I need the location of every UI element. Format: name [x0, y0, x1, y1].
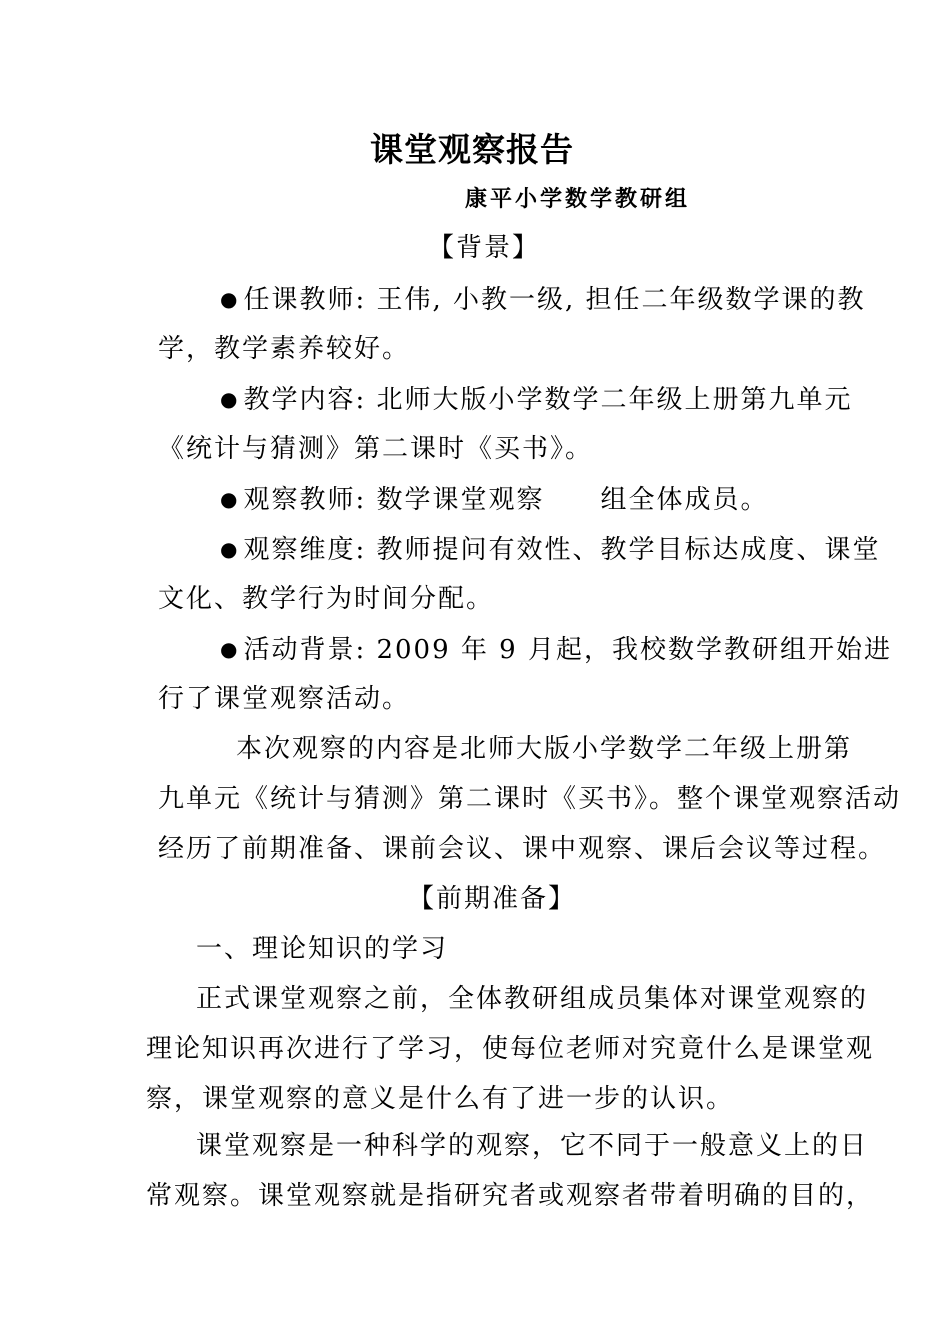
bullet-item: [220, 383, 852, 416]
bullet-continuation: 《统计与猜测》第二课时《买书》。: [158, 434, 594, 464]
paragraph-line: 本次观察的内容是北师大版小学数学二年级上册第: [236, 734, 853, 764]
section-heading-background: 【背景】: [428, 233, 541, 263]
bullet-item: [220, 633, 892, 666]
paragraph-line: 九单元《统计与猜测》第二课时《买书》。整个课堂观察活动: [158, 784, 902, 814]
bullet-text: 任课教师: 王伟, 小教一级, 担任二年级数学课的教: [243, 285, 866, 315]
bullet-text: 教学内容: 北师大版小学数学二年级上册第九单元: [243, 385, 853, 415]
bullet-icon: ●: [220, 537, 240, 561]
bullet-item: [220, 533, 880, 566]
bullet-item: [220, 483, 768, 516]
bullet-text: 活动背景: 2009 年 9 月起，我校数学教研组开始进: [243, 635, 892, 665]
paragraph-line: 课堂观察是一种科学的观察，它不同于一般意义上的日: [196, 1131, 869, 1161]
bullet-item: [220, 283, 866, 316]
bullet-icon: ●: [220, 287, 240, 311]
page-subtitle: 康平小学数学教研组: [465, 187, 691, 212]
bullet-text: 观察维度: 教师提问有效性、教学目标达成度、课堂: [243, 535, 881, 565]
paragraph-line: 常观察。课堂观察就是指研究者或观察者带着明确的目的，: [146, 1181, 875, 1211]
bullet-icon: ●: [220, 387, 240, 411]
bullet-icon: ●: [220, 487, 240, 511]
paragraph-line: 正式课堂观察之前，全体教研组成员集体对课堂观察的: [196, 984, 869, 1014]
page-title: 课堂观察报告: [370, 130, 574, 169]
section-heading-prep: 【前期准备】: [408, 884, 577, 914]
bullet-continuation: 学，教学素养较好。: [158, 334, 411, 364]
bullet-text: 观察教师: 数学课堂观察 组全体成员。: [243, 485, 769, 515]
bullet-icon: ●: [220, 637, 240, 661]
bullet-continuation: 文化、教学行为时间分配。: [158, 584, 495, 614]
paragraph-line: 经历了前期准备、课前会议、课中观察、课后会议等过程。: [158, 834, 887, 864]
bullet-continuation: 行了课堂观察活动。: [158, 684, 411, 714]
paragraph-line: 察，课堂观察的意义是什么有了进一步的认识。: [146, 1084, 735, 1114]
paragraph-line: 理论知识再次进行了学习，使每位老师对究竟什么是课堂观: [146, 1034, 875, 1064]
subheading: 一、理论知识的学习: [196, 934, 449, 964]
